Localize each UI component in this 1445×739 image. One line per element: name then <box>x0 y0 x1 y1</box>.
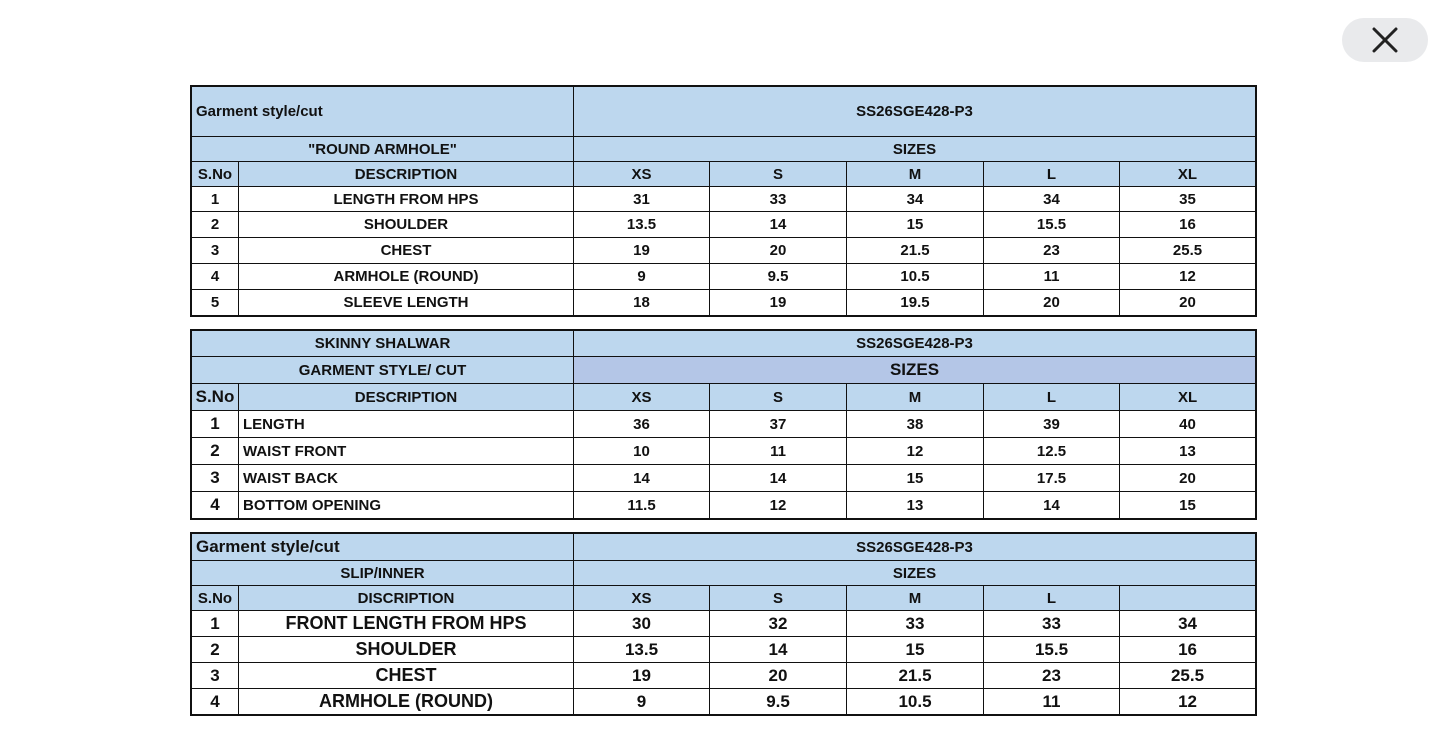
measurement-cell: 15.5 <box>984 212 1120 238</box>
measurement-cell: 12 <box>1120 689 1256 715</box>
size-header: XL <box>1120 162 1256 187</box>
measurement-cell: 13 <box>847 492 984 519</box>
measurement-cell: 34 <box>984 187 1120 212</box>
col-header-sno: S.No <box>192 384 239 411</box>
size-header: S <box>710 162 847 187</box>
measurement-cell: 14 <box>710 465 847 492</box>
measurement-cell: 12 <box>847 438 984 465</box>
measurement-cell: 13.5 <box>574 212 710 238</box>
size-header: XL <box>1120 384 1256 411</box>
sizes-label: SIZES <box>574 357 1256 384</box>
measurement-cell: 10.5 <box>847 689 984 715</box>
measurement-cell: 15 <box>847 465 984 492</box>
measurement-cell: 18 <box>574 290 710 316</box>
table-subtitle: "ROUND ARMHOLE" <box>192 137 574 162</box>
size-header: S <box>710 586 847 611</box>
row-description: WAIST BACK <box>239 465 574 492</box>
size-header: L <box>984 162 1120 187</box>
measurement-cell: 14 <box>710 637 847 663</box>
measurement-cell: 9.5 <box>710 264 847 290</box>
table-row <box>192 264 1256 290</box>
measurement-cell: 19 <box>574 663 710 689</box>
close-button[interactable] <box>1342 18 1428 62</box>
row-description: LENGTH <box>239 411 574 438</box>
table-row <box>192 663 1256 689</box>
measurement-cell: 34 <box>1120 611 1256 637</box>
measurement-cell: 11 <box>984 264 1120 290</box>
measurement-cell: 15 <box>847 212 984 238</box>
size-header: L <box>984 384 1120 411</box>
row-number: 4 <box>192 689 239 715</box>
table-row <box>192 212 1256 238</box>
row-description: CHEST <box>239 663 574 689</box>
close-icon <box>1372 27 1398 53</box>
measurement-cell: 32 <box>710 611 847 637</box>
size-header: S <box>710 384 847 411</box>
row-number: 3 <box>192 238 239 264</box>
measurement-cell: 33 <box>847 611 984 637</box>
measurement-cell: 23 <box>984 238 1120 264</box>
table-row <box>192 438 1256 465</box>
column-header-row <box>192 162 1256 187</box>
measurement-cell: 21.5 <box>847 663 984 689</box>
row-description: SHOULDER <box>239 637 574 663</box>
measurement-cell: 10 <box>574 438 710 465</box>
measurement-cell: 13 <box>1120 438 1256 465</box>
table-subtitle: GARMENT STYLE/ CUT <box>192 357 574 384</box>
col-header-sno: S.No <box>192 162 239 187</box>
sizes-label: SIZES <box>574 561 1256 586</box>
measurement-cell: 20 <box>984 290 1120 316</box>
measurement-cell: 21.5 <box>847 238 984 264</box>
row-number: 2 <box>192 212 239 238</box>
table-subtitle: SLIP/INNER <box>192 561 574 586</box>
size-header: XS <box>574 162 710 187</box>
size-table-slip-inner <box>191 533 1256 715</box>
measurement-cell: 12.5 <box>984 438 1120 465</box>
measurement-cell: 36 <box>574 411 710 438</box>
col-header-description: DESCRIPTION <box>239 162 574 187</box>
row-description: CHEST <box>239 238 574 264</box>
measurement-cell: 40 <box>1120 411 1256 438</box>
column-header-row <box>192 384 1256 411</box>
row-number: 3 <box>192 663 239 689</box>
row-description: SHOULDER <box>239 212 574 238</box>
measurement-cell: 16 <box>1120 637 1256 663</box>
measurement-cell: 19.5 <box>847 290 984 316</box>
measurement-cell: 38 <box>847 411 984 438</box>
size-header <box>1120 586 1256 611</box>
row-number: 1 <box>192 411 239 438</box>
table-row <box>192 637 1256 663</box>
row-number: 3 <box>192 465 239 492</box>
measurement-cell: 33 <box>710 187 847 212</box>
row-number: 4 <box>192 264 239 290</box>
measurement-cell: 9 <box>574 264 710 290</box>
measurement-cell: 20 <box>710 663 847 689</box>
table-subtitle-row <box>192 561 1256 586</box>
measurement-cell: 20 <box>1120 465 1256 492</box>
measurement-cell: 37 <box>710 411 847 438</box>
measurement-cell: 13.5 <box>574 637 710 663</box>
measurement-cell: 20 <box>1120 290 1256 316</box>
row-description: WAIST FRONT <box>239 438 574 465</box>
measurement-cell: 10.5 <box>847 264 984 290</box>
sizes-label: SIZES <box>574 137 1256 162</box>
measurement-cell: 35 <box>1120 187 1256 212</box>
col-header-description: DESCRIPTION <box>239 384 574 411</box>
size-table-round-armhole <box>191 86 1256 316</box>
measurement-cell: 12 <box>710 492 847 519</box>
row-description: ARMHOLE (ROUND) <box>239 689 574 715</box>
measurement-cell: 31 <box>574 187 710 212</box>
size-header: M <box>847 162 984 187</box>
measurement-cell: 20 <box>710 238 847 264</box>
table-subtitle-row <box>192 137 1256 162</box>
measurement-cell: 33 <box>984 611 1120 637</box>
measurement-cell: 11 <box>710 438 847 465</box>
measurement-cell: 14 <box>574 465 710 492</box>
row-number: 5 <box>192 290 239 316</box>
measurement-cell: 15 <box>1120 492 1256 519</box>
measurement-cell: 23 <box>984 663 1120 689</box>
style-code: SS26SGE428-P3 <box>574 534 1256 561</box>
row-description: FRONT LENGTH FROM HPS <box>239 611 574 637</box>
measurement-cell: 9 <box>574 689 710 715</box>
column-header-row <box>192 586 1256 611</box>
table-row <box>192 290 1256 316</box>
measurement-cell: 11.5 <box>574 492 710 519</box>
measurement-cell: 9.5 <box>710 689 847 715</box>
measurement-cell: 17.5 <box>984 465 1120 492</box>
table-row <box>192 411 1256 438</box>
size-header: M <box>847 586 984 611</box>
table-row <box>192 689 1256 715</box>
size-header: XS <box>574 384 710 411</box>
style-code: SS26SGE428-P3 <box>574 331 1256 357</box>
row-number: 1 <box>192 187 239 212</box>
measurement-cell: 15.5 <box>984 637 1120 663</box>
col-header-description: DISCRIPTION <box>239 586 574 611</box>
table-subtitle-row <box>192 357 1256 384</box>
table-title: Garment style/cut <box>192 87 574 137</box>
row-description: LENGTH FROM HPS <box>239 187 574 212</box>
measurement-cell: 11 <box>984 689 1120 715</box>
measurement-cell: 39 <box>984 411 1120 438</box>
size-table-skinny-shalwar <box>191 330 1256 519</box>
table-title: Garment style/cut <box>192 534 574 561</box>
measurement-cell: 25.5 <box>1120 238 1256 264</box>
measurement-cell: 34 <box>847 187 984 212</box>
size-header: XS <box>574 586 710 611</box>
measurement-cell: 14 <box>984 492 1120 519</box>
measurement-cell: 30 <box>574 611 710 637</box>
size-header: L <box>984 586 1120 611</box>
measurement-cell: 25.5 <box>1120 663 1256 689</box>
measurement-cell: 16 <box>1120 212 1256 238</box>
measurement-cell: 15 <box>847 637 984 663</box>
size-header: M <box>847 384 984 411</box>
table-title: SKINNY SHALWAR <box>192 331 574 357</box>
row-number: 1 <box>192 611 239 637</box>
table-title-row <box>192 534 1256 561</box>
table-title-row <box>192 87 1256 137</box>
row-number: 2 <box>192 438 239 465</box>
col-header-sno: S.No <box>192 586 239 611</box>
row-description: SLEEVE LENGTH <box>239 290 574 316</box>
measurement-cell: 12 <box>1120 264 1256 290</box>
table-row <box>192 187 1256 212</box>
row-description: ARMHOLE (ROUND) <box>239 264 574 290</box>
table-row <box>192 465 1256 492</box>
table-row <box>192 611 1256 637</box>
table-title-row <box>192 331 1256 357</box>
table-row <box>192 238 1256 264</box>
row-number: 2 <box>192 637 239 663</box>
row-description: BOTTOM OPENING <box>239 492 574 519</box>
style-code: SS26SGE428-P3 <box>574 87 1256 137</box>
measurement-cell: 14 <box>710 212 847 238</box>
measurement-cell: 19 <box>574 238 710 264</box>
row-number: 4 <box>192 492 239 519</box>
measurement-cell: 19 <box>710 290 847 316</box>
table-row <box>192 492 1256 519</box>
